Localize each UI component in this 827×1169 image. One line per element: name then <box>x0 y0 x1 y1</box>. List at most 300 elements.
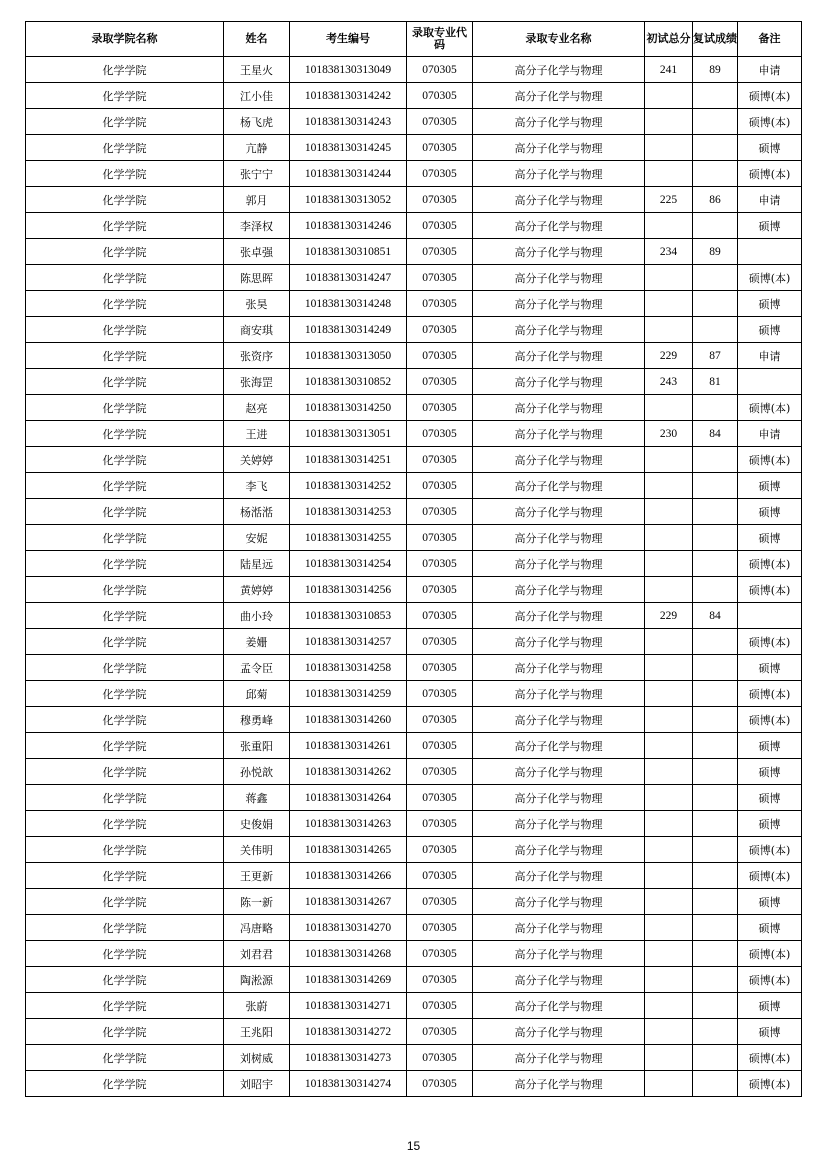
name-cell: 杨飞虎 <box>224 109 290 135</box>
table-row <box>26 837 802 863</box>
header-name: 姓名 <box>224 22 290 57</box>
major-code-cell: 070305 <box>407 291 473 317</box>
initial-score-cell: 230 <box>645 421 693 447</box>
exam-id-cell: 101838130314265 <box>290 837 407 863</box>
exam-id-cell: 101838130314262 <box>290 759 407 785</box>
college-cell: 化学学院 <box>26 551 224 577</box>
table-row <box>26 993 802 1019</box>
remark-cell: 硕博 <box>738 525 802 551</box>
exam-id-cell: 101838130314254 <box>290 551 407 577</box>
header-exam-id: 考生编号 <box>290 22 407 57</box>
initial-score-cell <box>645 135 693 161</box>
initial-score-cell: 229 <box>645 603 693 629</box>
college-cell: 化学学院 <box>26 395 224 421</box>
major-code-cell: 070305 <box>407 889 473 915</box>
college-cell: 化学学院 <box>26 707 224 733</box>
remark-cell: 硕博 <box>738 811 802 837</box>
header-row <box>26 22 802 57</box>
college-cell: 化学学院 <box>26 941 224 967</box>
major-name-cell: 高分子化学与物理 <box>473 317 645 343</box>
table-row <box>26 395 802 421</box>
retest-score-cell: 81 <box>693 369 738 395</box>
major-code-cell: 070305 <box>407 577 473 603</box>
initial-score-cell <box>645 811 693 837</box>
exam-id-cell: 101838130314247 <box>290 265 407 291</box>
table-row <box>26 473 802 499</box>
college-cell: 化学学院 <box>26 109 224 135</box>
name-cell: 陈一新 <box>224 889 290 915</box>
initial-score-cell <box>645 551 693 577</box>
remark-cell: 硕博(本) <box>738 577 802 603</box>
retest-score-cell: 84 <box>693 603 738 629</box>
table-row <box>26 317 802 343</box>
remark-cell: 硕博(本) <box>738 109 802 135</box>
table-row <box>26 83 802 109</box>
college-cell: 化学学院 <box>26 265 224 291</box>
remark-cell: 硕博 <box>738 291 802 317</box>
remark-cell: 申请 <box>738 343 802 369</box>
initial-score-cell <box>645 993 693 1019</box>
table-row <box>26 1019 802 1045</box>
remark-cell: 硕博(本) <box>738 395 802 421</box>
exam-id-cell: 101838130314266 <box>290 863 407 889</box>
initial-score-cell <box>645 655 693 681</box>
major-name-cell: 高分子化学与物理 <box>473 57 645 83</box>
table-row <box>26 239 802 265</box>
exam-id-cell: 101838130314269 <box>290 967 407 993</box>
initial-score-cell: 241 <box>645 57 693 83</box>
initial-score-cell <box>645 109 693 135</box>
major-code-cell: 070305 <box>407 681 473 707</box>
college-cell: 化学学院 <box>26 785 224 811</box>
initial-score-cell <box>645 161 693 187</box>
name-cell: 关伟明 <box>224 837 290 863</box>
initial-score-cell <box>645 733 693 759</box>
name-cell: 李泽权 <box>224 213 290 239</box>
exam-id-cell: 101838130314250 <box>290 395 407 421</box>
table-row <box>26 785 802 811</box>
college-cell: 化学学院 <box>26 837 224 863</box>
major-name-cell: 高分子化学与物理 <box>473 161 645 187</box>
major-name-cell: 高分子化学与物理 <box>473 993 645 1019</box>
initial-score-cell <box>645 759 693 785</box>
remark-cell: 硕博(本) <box>738 1045 802 1071</box>
college-cell: 化学学院 <box>26 629 224 655</box>
table-row <box>26 863 802 889</box>
major-code-cell: 070305 <box>407 1045 473 1071</box>
initial-score-cell <box>645 1071 693 1097</box>
retest-score-cell <box>693 1019 738 1045</box>
name-cell: 姜姗 <box>224 629 290 655</box>
retest-score-cell: 89 <box>693 57 738 83</box>
remark-cell: 硕博(本) <box>738 265 802 291</box>
college-cell: 化学学院 <box>26 577 224 603</box>
major-code-cell: 070305 <box>407 655 473 681</box>
name-cell: 陶淞源 <box>224 967 290 993</box>
remark-cell: 硕博(本) <box>738 161 802 187</box>
exam-id-cell: 101838130314270 <box>290 915 407 941</box>
retest-score-cell <box>693 1071 738 1097</box>
college-cell: 化学学院 <box>26 1071 224 1097</box>
retest-score-cell <box>693 967 738 993</box>
exam-id-cell: 101838130314249 <box>290 317 407 343</box>
major-name-cell: 高分子化学与物理 <box>473 967 645 993</box>
name-cell: 张重阳 <box>224 733 290 759</box>
retest-score-cell <box>693 785 738 811</box>
major-code-cell: 070305 <box>407 109 473 135</box>
retest-score-cell <box>693 265 738 291</box>
initial-score-cell <box>645 577 693 603</box>
remark-cell <box>738 239 802 265</box>
header-college: 录取学院名称 <box>26 22 224 57</box>
name-cell: 杨湉湉 <box>224 499 290 525</box>
major-code-cell: 070305 <box>407 785 473 811</box>
name-cell: 江小佳 <box>224 83 290 109</box>
exam-id-cell: 101838130314248 <box>290 291 407 317</box>
table-row <box>26 1071 802 1097</box>
initial-score-cell: 225 <box>645 187 693 213</box>
major-code-cell: 070305 <box>407 473 473 499</box>
college-cell: 化学学院 <box>26 369 224 395</box>
table-row <box>26 421 802 447</box>
remark-cell: 硕博 <box>738 499 802 525</box>
retest-score-cell <box>693 993 738 1019</box>
retest-score-cell <box>693 733 738 759</box>
retest-score-cell <box>693 941 738 967</box>
table-row <box>26 941 802 967</box>
college-cell: 化学学院 <box>26 759 224 785</box>
table-row <box>26 889 802 915</box>
major-name-cell: 高分子化学与物理 <box>473 759 645 785</box>
retest-score-cell <box>693 135 738 161</box>
major-name-cell: 高分子化学与物理 <box>473 915 645 941</box>
major-name-cell: 高分子化学与物理 <box>473 681 645 707</box>
initial-score-cell <box>645 499 693 525</box>
header-retest-score: 复试成绩 <box>693 22 738 57</box>
initial-score-cell: 234 <box>645 239 693 265</box>
major-code-cell: 070305 <box>407 967 473 993</box>
college-cell: 化学学院 <box>26 1019 224 1045</box>
name-cell: 关婷婷 <box>224 447 290 473</box>
initial-score-cell <box>645 447 693 473</box>
remark-cell: 硕博 <box>738 1019 802 1045</box>
retest-score-cell <box>693 473 738 499</box>
initial-score-cell <box>645 83 693 109</box>
name-cell: 张资序 <box>224 343 290 369</box>
major-name-cell: 高分子化学与物理 <box>473 733 645 759</box>
college-cell: 化学学院 <box>26 681 224 707</box>
retest-score-cell <box>693 707 738 733</box>
initial-score-cell <box>645 707 693 733</box>
exam-id-cell: 101838130314244 <box>290 161 407 187</box>
college-cell: 化学学院 <box>26 83 224 109</box>
college-cell: 化学学院 <box>26 161 224 187</box>
major-name-cell: 高分子化学与物理 <box>473 525 645 551</box>
major-code-cell: 070305 <box>407 1071 473 1097</box>
major-name-cell: 高分子化学与物理 <box>473 135 645 161</box>
table-row <box>26 629 802 655</box>
name-cell: 邱菊 <box>224 681 290 707</box>
major-name-cell: 高分子化学与物理 <box>473 291 645 317</box>
initial-score-cell <box>645 265 693 291</box>
major-code-cell: 070305 <box>407 551 473 577</box>
major-code-cell: 070305 <box>407 57 473 83</box>
initial-score-cell: 229 <box>645 343 693 369</box>
major-code-cell: 070305 <box>407 213 473 239</box>
table-row <box>26 967 802 993</box>
retest-score-cell <box>693 213 738 239</box>
remark-cell: 硕博(本) <box>738 941 802 967</box>
retest-score-cell <box>693 681 738 707</box>
remark-cell: 硕博 <box>738 993 802 1019</box>
major-code-cell: 070305 <box>407 265 473 291</box>
college-cell: 化学学院 <box>26 343 224 369</box>
major-name-cell: 高分子化学与物理 <box>473 83 645 109</box>
major-name-cell: 高分子化学与物理 <box>473 863 645 889</box>
exam-id-cell: 101838130310851 <box>290 239 407 265</box>
remark-cell <box>738 603 802 629</box>
major-code-cell: 070305 <box>407 499 473 525</box>
name-cell: 张宁宁 <box>224 161 290 187</box>
name-cell: 张蔚 <box>224 993 290 1019</box>
name-cell: 王更新 <box>224 863 290 889</box>
remark-cell: 硕博(本) <box>738 551 802 577</box>
initial-score-cell <box>645 291 693 317</box>
name-cell: 刘君君 <box>224 941 290 967</box>
retest-score-cell <box>693 551 738 577</box>
college-cell: 化学学院 <box>26 603 224 629</box>
college-cell: 化学学院 <box>26 473 224 499</box>
exam-id-cell: 101838130314257 <box>290 629 407 655</box>
major-code-cell: 070305 <box>407 733 473 759</box>
exam-id-cell: 101838130314271 <box>290 993 407 1019</box>
name-cell: 安妮 <box>224 525 290 551</box>
name-cell: 陆星远 <box>224 551 290 577</box>
initial-score-cell <box>645 1019 693 1045</box>
college-cell: 化学学院 <box>26 213 224 239</box>
table-row <box>26 603 802 629</box>
major-code-cell: 070305 <box>407 1019 473 1045</box>
name-cell: 陈思晖 <box>224 265 290 291</box>
college-cell: 化学学院 <box>26 655 224 681</box>
name-cell: 孙悦歆 <box>224 759 290 785</box>
college-cell: 化学学院 <box>26 967 224 993</box>
initial-score-cell <box>645 1045 693 1071</box>
college-cell: 化学学院 <box>26 239 224 265</box>
initial-score-cell <box>645 915 693 941</box>
exam-id-cell: 101838130314267 <box>290 889 407 915</box>
table-row <box>26 915 802 941</box>
header-initial-score: 初试总分 <box>645 22 693 57</box>
college-cell: 化学学院 <box>26 499 224 525</box>
table-row <box>26 343 802 369</box>
remark-cell: 硕博(本) <box>738 863 802 889</box>
major-name-cell: 高分子化学与物理 <box>473 1019 645 1045</box>
college-cell: 化学学院 <box>26 993 224 1019</box>
remark-cell: 硕博 <box>738 785 802 811</box>
major-name-cell: 高分子化学与物理 <box>473 447 645 473</box>
major-code-cell: 070305 <box>407 343 473 369</box>
major-name-cell: 高分子化学与物理 <box>473 421 645 447</box>
exam-id-cell: 101838130314242 <box>290 83 407 109</box>
major-code-cell: 070305 <box>407 395 473 421</box>
table-row <box>26 213 802 239</box>
exam-id-cell: 101838130313049 <box>290 57 407 83</box>
table-row <box>26 811 802 837</box>
remark-cell: 硕博 <box>738 473 802 499</box>
major-code-cell: 070305 <box>407 941 473 967</box>
major-code-cell: 070305 <box>407 525 473 551</box>
remark-cell: 硕博 <box>738 759 802 785</box>
initial-score-cell <box>645 967 693 993</box>
remark-cell <box>738 369 802 395</box>
initial-score-cell: 243 <box>645 369 693 395</box>
initial-score-cell <box>645 317 693 343</box>
retest-score-cell <box>693 499 738 525</box>
college-cell: 化学学院 <box>26 317 224 343</box>
retest-score-cell <box>693 759 738 785</box>
major-code-cell: 070305 <box>407 915 473 941</box>
major-name-cell: 高分子化学与物理 <box>473 811 645 837</box>
exam-id-cell: 101838130314268 <box>290 941 407 967</box>
major-name-cell: 高分子化学与物理 <box>473 577 645 603</box>
name-cell: 刘树威 <box>224 1045 290 1071</box>
exam-id-cell: 101838130310853 <box>290 603 407 629</box>
major-name-cell: 高分子化学与物理 <box>473 941 645 967</box>
name-cell: 张海罡 <box>224 369 290 395</box>
remark-cell: 硕博(本) <box>738 83 802 109</box>
exam-id-cell: 101838130314252 <box>290 473 407 499</box>
major-name-cell: 高分子化学与物理 <box>473 109 645 135</box>
name-cell: 李飞 <box>224 473 290 499</box>
major-code-cell: 070305 <box>407 239 473 265</box>
major-name-cell: 高分子化学与物理 <box>473 369 645 395</box>
major-name-cell: 高分子化学与物理 <box>473 1071 645 1097</box>
major-code-cell: 070305 <box>407 83 473 109</box>
remark-cell: 硕博 <box>738 889 802 915</box>
name-cell: 冯唐略 <box>224 915 290 941</box>
retest-score-cell <box>693 629 738 655</box>
name-cell: 史俊娟 <box>224 811 290 837</box>
major-name-cell: 高分子化学与物理 <box>473 551 645 577</box>
name-cell: 刘昭宇 <box>224 1071 290 1097</box>
major-code-cell: 070305 <box>407 447 473 473</box>
retest-score-cell: 89 <box>693 239 738 265</box>
college-cell: 化学学院 <box>26 733 224 759</box>
exam-id-cell: 101838130314272 <box>290 1019 407 1045</box>
exam-id-cell: 101838130314255 <box>290 525 407 551</box>
major-code-cell: 070305 <box>407 759 473 785</box>
name-cell: 王星火 <box>224 57 290 83</box>
retest-score-cell <box>693 83 738 109</box>
name-cell: 孟令臣 <box>224 655 290 681</box>
college-cell: 化学学院 <box>26 889 224 915</box>
name-cell: 王兆阳 <box>224 1019 290 1045</box>
exam-id-cell: 101838130314243 <box>290 109 407 135</box>
major-name-cell: 高分子化学与物理 <box>473 499 645 525</box>
remark-cell: 硕博(本) <box>738 837 802 863</box>
exam-id-cell: 101838130314264 <box>290 785 407 811</box>
name-cell: 张卓强 <box>224 239 290 265</box>
retest-score-cell <box>693 291 738 317</box>
retest-score-cell <box>693 395 738 421</box>
major-name-cell: 高分子化学与物理 <box>473 265 645 291</box>
exam-id-cell: 101838130310852 <box>290 369 407 395</box>
exam-id-cell: 101838130314263 <box>290 811 407 837</box>
name-cell: 黄婷婷 <box>224 577 290 603</box>
college-cell: 化学学院 <box>26 915 224 941</box>
exam-id-cell: 101838130314245 <box>290 135 407 161</box>
retest-score-cell: 86 <box>693 187 738 213</box>
major-name-cell: 高分子化学与物理 <box>473 603 645 629</box>
initial-score-cell <box>645 525 693 551</box>
remark-cell: 申请 <box>738 187 802 213</box>
exam-id-cell: 101838130314253 <box>290 499 407 525</box>
college-cell: 化学学院 <box>26 447 224 473</box>
initial-score-cell <box>645 473 693 499</box>
remark-cell: 硕博 <box>738 135 802 161</box>
retest-score-cell <box>693 863 738 889</box>
table-row <box>26 369 802 395</box>
table-row <box>26 577 802 603</box>
major-code-cell: 070305 <box>407 369 473 395</box>
major-name-cell: 高分子化学与物理 <box>473 473 645 499</box>
major-name-cell: 高分子化学与物理 <box>473 707 645 733</box>
exam-id-cell: 101838130314258 <box>290 655 407 681</box>
retest-score-cell <box>693 889 738 915</box>
initial-score-cell <box>645 837 693 863</box>
table-row <box>26 161 802 187</box>
name-cell: 穆勇峰 <box>224 707 290 733</box>
college-cell: 化学学院 <box>26 863 224 889</box>
exam-id-cell: 101838130314260 <box>290 707 407 733</box>
retest-score-cell <box>693 655 738 681</box>
remark-cell: 硕博(本) <box>738 1071 802 1097</box>
major-code-cell: 070305 <box>407 993 473 1019</box>
initial-score-cell <box>645 941 693 967</box>
exam-id-cell: 101838130314256 <box>290 577 407 603</box>
remark-cell: 硕博 <box>738 733 802 759</box>
major-name-cell: 高分子化学与物理 <box>473 785 645 811</box>
college-cell: 化学学院 <box>26 187 224 213</box>
major-code-cell: 070305 <box>407 317 473 343</box>
retest-score-cell: 87 <box>693 343 738 369</box>
major-code-cell: 070305 <box>407 135 473 161</box>
retest-score-cell <box>693 447 738 473</box>
table-row <box>26 1045 802 1071</box>
initial-score-cell <box>645 681 693 707</box>
initial-score-cell <box>645 213 693 239</box>
table-row <box>26 551 802 577</box>
table-row <box>26 759 802 785</box>
admission-table <box>25 21 802 1097</box>
name-cell: 赵亮 <box>224 395 290 421</box>
table-row <box>26 291 802 317</box>
table-row <box>26 681 802 707</box>
major-name-cell: 高分子化学与物理 <box>473 655 645 681</box>
table-row <box>26 135 802 161</box>
initial-score-cell <box>645 785 693 811</box>
header-remark: 备注 <box>738 22 802 57</box>
initial-score-cell <box>645 395 693 421</box>
table-row <box>26 109 802 135</box>
table-row <box>26 655 802 681</box>
major-code-cell: 070305 <box>407 161 473 187</box>
exam-id-cell: 101838130313050 <box>290 343 407 369</box>
remark-cell: 硕博(本) <box>738 447 802 473</box>
college-cell: 化学学院 <box>26 135 224 161</box>
major-name-cell: 高分子化学与物理 <box>473 889 645 915</box>
